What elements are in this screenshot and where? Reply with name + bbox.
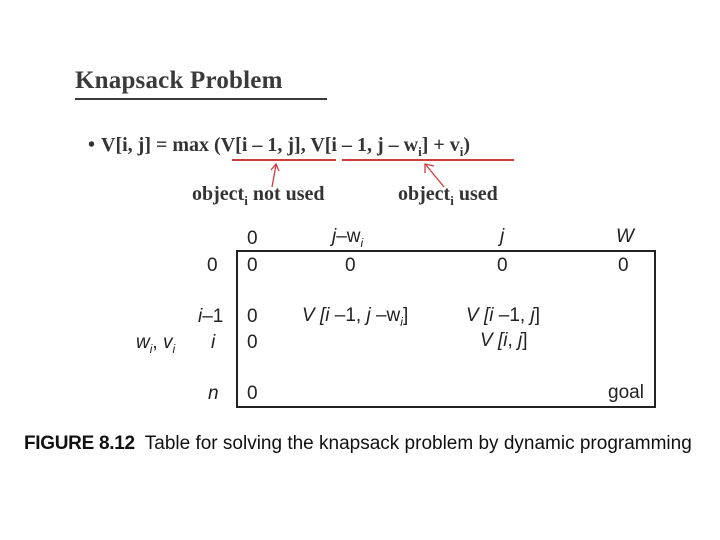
cell-r0-c3: 0	[618, 255, 629, 276]
title-underline	[75, 98, 327, 100]
formula-v-sub: i	[459, 144, 464, 159]
cell-r0-c1: 0	[345, 255, 356, 276]
col-header-j: j	[500, 226, 505, 247]
cell-r2-c0: 0	[247, 332, 258, 353]
formula-lhs: V[i, j] = max (V[i – 1, j], V[i – 1, j – w	[101, 134, 419, 156]
side-label-weights-values: $w_i$, $v_i$	[136, 332, 176, 356]
cell-r2-c2: V [i, j]	[480, 330, 528, 351]
cell-r1-c1: V [i –1, j $-w_i$]	[302, 305, 409, 329]
row-header-n: n	[208, 383, 219, 404]
cell-r0-c2: 0	[497, 255, 508, 276]
label-used: object$_i$ used	[398, 183, 498, 208]
formula-w-sub: i	[418, 144, 422, 159]
figure-caption	[24, 433, 692, 455]
dp-table-frame	[236, 250, 656, 408]
figure-number: FIGURE 8.12	[24, 433, 135, 454]
row-header-i: i	[211, 332, 216, 353]
cell-r3-c0: 0	[247, 383, 258, 404]
bullet: •	[88, 134, 96, 156]
caption-text: Table for solving the knapsack problem by dynamic programming	[144, 433, 692, 454]
row-header-0: 0	[207, 255, 218, 276]
label-not-used: object$_i$ not used	[192, 183, 325, 208]
col-header-0: 0	[247, 228, 258, 249]
cell-r0-c0: 0	[247, 255, 258, 276]
cell-r1-c0: 0	[247, 306, 258, 327]
cell-r1-c2: V [i –1, j]	[466, 305, 540, 326]
formula	[88, 134, 470, 160]
col-header-j-minus-w: $j-w_i$	[332, 226, 364, 250]
formula-mid: ] + v	[421, 134, 460, 156]
cell-r3-c3-goal: goal	[608, 382, 644, 403]
col-header-W: W	[616, 226, 634, 247]
row-header-i-minus-1: i–1	[198, 306, 224, 327]
slide-title: Knapsack Problem	[75, 67, 283, 94]
formula-rhs: )	[463, 134, 471, 156]
